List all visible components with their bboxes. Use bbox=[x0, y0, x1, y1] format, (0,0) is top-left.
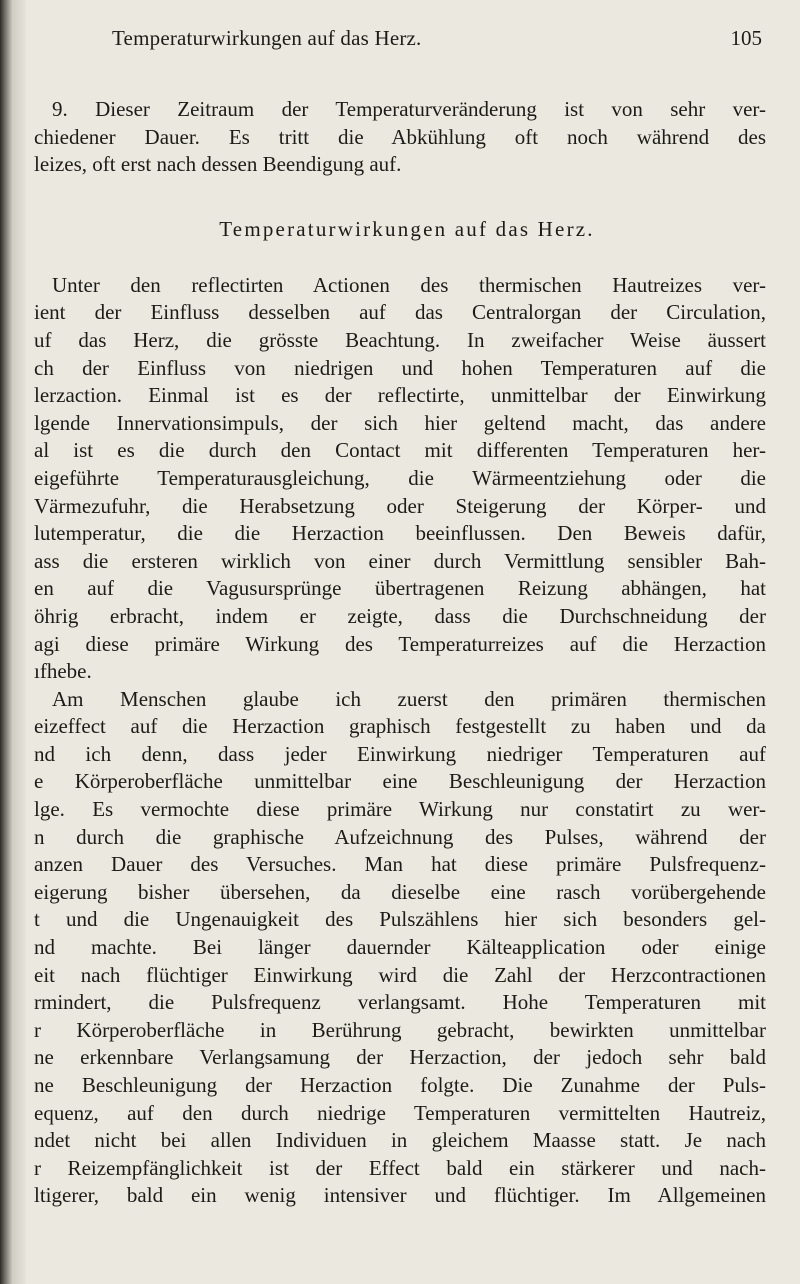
text-line: chiedener Dauer. Es tritt die Abkühlung oft noch während des bbox=[34, 124, 766, 149]
text-line: r Körperoberfläche in Berührung gebracht, bewirkten unmittelbar bbox=[34, 1017, 766, 1042]
text-line: uf das Herz, die grösste Beachtung. In zweifacher Weise äussert bbox=[34, 327, 766, 352]
text-line: lerzaction. Einmal ist es der reflectirte, unmittelbar der Einwirkung bbox=[34, 383, 766, 408]
text-line: lge. Es vermochte diese primäre Wirkung nur constatirt zu wer- bbox=[34, 797, 766, 822]
text-line: ch der Einfluss von niedrigen und hohen Temperaturen auf die bbox=[34, 355, 766, 380]
text-line: Am Menschen glaube ich zuerst den primären thermischen bbox=[52, 686, 766, 711]
text-line: eigeführte Temperaturausgleichung, die Wärmeentziehung oder die bbox=[34, 465, 766, 490]
text-line: eit nach flüchtiger Einwirkung wird die Zahl der Herzcontractionen bbox=[34, 962, 766, 987]
text-line: en auf die Vagusursprünge übertragenen Reizung abhängen, hat bbox=[34, 576, 766, 601]
paragraph-menschen bbox=[34, 686, 766, 1210]
text-line: nd machte. Bei länger dauernder Kälteapplication oder einige bbox=[34, 935, 766, 960]
text-line: nd ich denn, dass jeder Einwirkung niedriger Temperaturen auf bbox=[34, 741, 766, 766]
text-line: t und die Ungenauigkeit des Pulszählens hier sich besonders gel- bbox=[34, 907, 766, 932]
text-line: öhrig erbracht, indem er zeigte, dass die Durchschneidung der bbox=[34, 603, 766, 628]
text-line: r Reizempfänglichkeit ist der Effect bald ein stärkerer und nach- bbox=[34, 1155, 766, 1180]
running-head bbox=[112, 26, 762, 56]
text-line: lgende Innervationsimpuls, der sich hier geltend macht, das andere bbox=[34, 410, 766, 435]
binding-gutter bbox=[12, 0, 26, 1284]
section-heading: Temperaturwirkungen auf das Herz. bbox=[219, 216, 595, 241]
text-line: ass die ersteren wirklich von einer durch Vermittlung sensibler Bah- bbox=[34, 548, 766, 573]
text-line: al ist es die durch den Contact mit differenten Temperaturen her- bbox=[34, 438, 766, 463]
text-line: Värmezufuhr, die Herabsetzung oder Steigerung der Körper- und bbox=[34, 493, 766, 518]
text-line: anzen Dauer des Versuches. Man hat diese primäre Pulsfrequenz- bbox=[34, 852, 766, 877]
text-line: ndet nicht bei allen Individuen in gleichem Maasse statt. Je nach bbox=[34, 1128, 766, 1153]
text-line: n durch die graphische Aufzeichnung des Pulses, während der bbox=[34, 824, 766, 849]
text-line: ıfhebe. bbox=[34, 659, 92, 684]
text-line: eizeffect auf die Herzaction graphisch festgestellt zu haben und da bbox=[34, 714, 766, 739]
text-line: ne erkennbare Verlangsamung der Herzaction, der jedoch sehr bald bbox=[34, 1045, 766, 1070]
text-line: rmindert, die Pulsfrequenz verlangsamt. Hohe Temperaturen mit bbox=[34, 990, 766, 1015]
paragraph-reflex bbox=[34, 272, 766, 686]
running-title: Temperaturwirkungen auf das Herz. bbox=[112, 26, 422, 50]
text-block bbox=[34, 96, 766, 1210]
text-line: ltigerer, bald ein wenig intensiver und flüchtiger. Im Allgemeinen bbox=[34, 1183, 766, 1208]
text-line: leizes, oft erst nach dessen Beendigung auf. bbox=[34, 152, 402, 177]
binding-shadow bbox=[0, 0, 12, 1284]
page-number: 105 bbox=[730, 26, 762, 50]
text-line: 9. Dieser Zeitraum der Temperaturveränderung ist von sehr ver- bbox=[52, 97, 766, 121]
text-line: e Körperoberfläche unmittelbar eine Beschleunigung der Herzaction bbox=[34, 769, 766, 794]
text-line: eigerung bisher übersehen, da dieselbe eine rasch vorübergehende bbox=[34, 879, 766, 904]
paragraph-9 bbox=[34, 96, 766, 179]
text-line: ne Beschleunigung der Herzaction folgte. Die Zunahme der Puls- bbox=[34, 1073, 766, 1097]
text-line: ient der Einfluss desselben auf das Centralorgan der Circulation, bbox=[34, 300, 766, 325]
text-line: agi diese primäre Wirkung des Temperaturreizes auf die Herzaction bbox=[34, 631, 766, 656]
text-line: lutemperatur, die die Herzaction beeinflussen. Den Beweis dafür, bbox=[34, 521, 766, 546]
text-line: Unter den reflectirten Actionen des thermischen Hautreizes ver- bbox=[52, 272, 766, 297]
text-line: equenz, auf den durch niedrige Temperaturen vermittelten Hautreiz, bbox=[34, 1100, 766, 1125]
